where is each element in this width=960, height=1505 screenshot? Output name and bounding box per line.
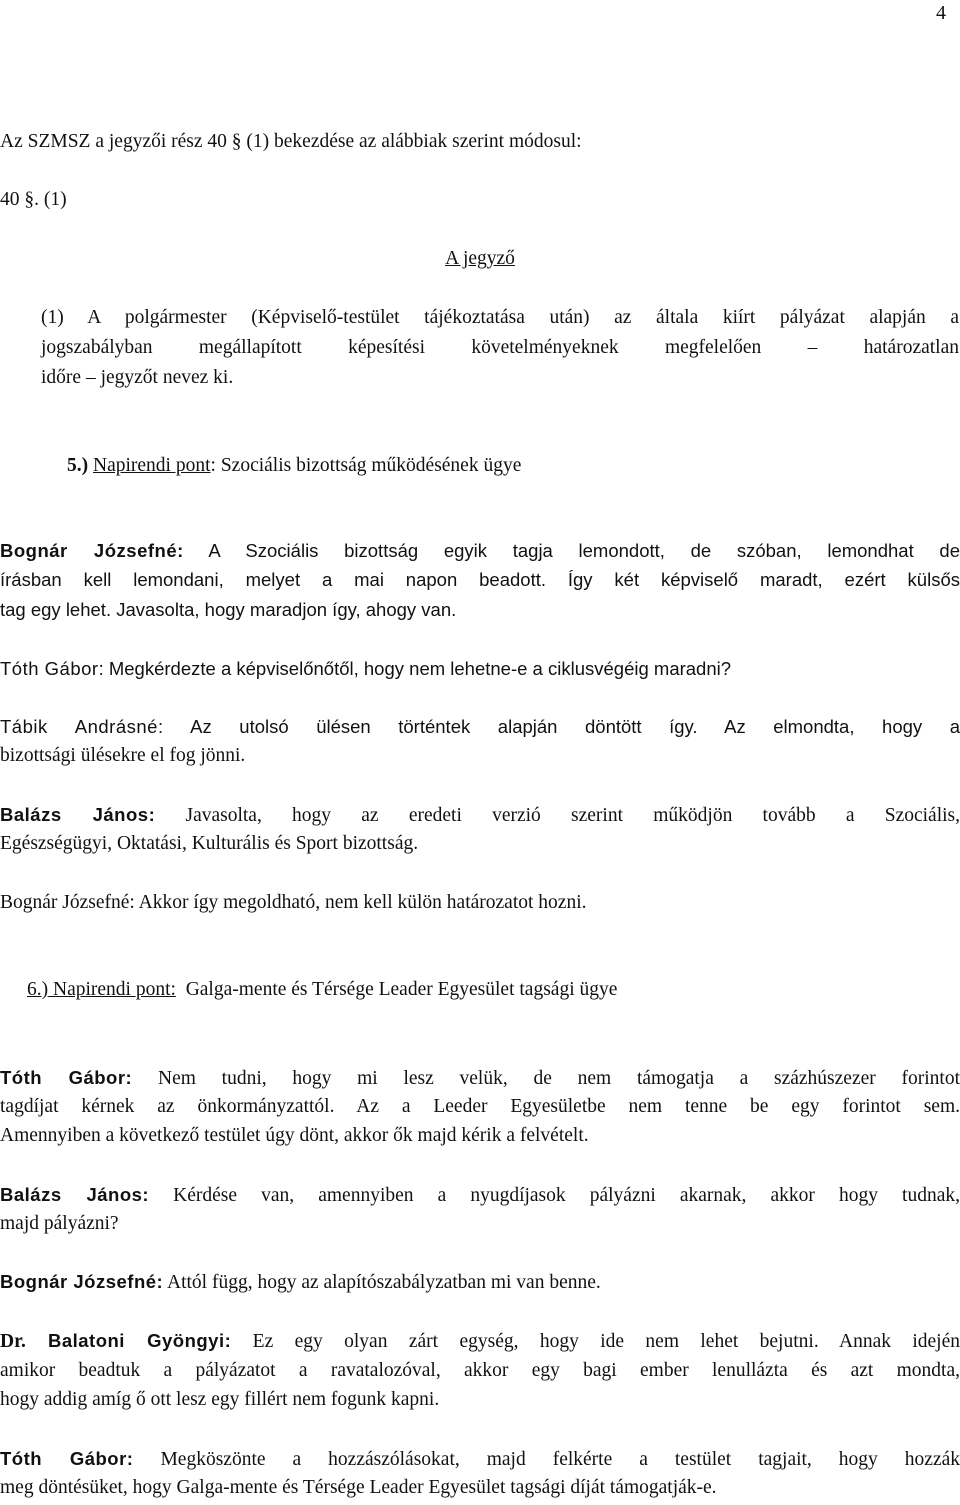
block5-p3-text-1: Az utolsó ülésen történtek alapján döntött így. Az elmondta, hogy a: [163, 716, 960, 737]
block6-p3: [0, 1268, 960, 1297]
section-paragraph-line-1: (1) A polgármester (Képviselő-testület tájékoztatása után) az általa kiírt pályázat alapján a: [41, 307, 959, 328]
section-paragraph-line-3: időre – jegyzőt nevez ki.: [41, 367, 234, 388]
speaker-title: Dr.: [0, 1331, 26, 1352]
agenda-6-underlined: [27, 979, 176, 1000]
agenda-5-number: 5.): [67, 455, 89, 476]
block5-p1-line-3: tag egy lehet. Javasolta, hogy maradjon így, ahogy van.: [0, 599, 457, 620]
section-paragraph-line-2: jogszabályban megállapított képesítési követelményeknek megfelelően – határozatlan: [41, 337, 959, 358]
agenda-5-colon: :: [210, 455, 216, 476]
block6-p5-line-1: [0, 1445, 960, 1474]
speaker-name: Bognár Józsefné:: [0, 1271, 164, 1292]
agenda-5-label: Napirendi pont: [93, 455, 211, 476]
block6-p2-line-1: [0, 1181, 960, 1210]
block6-p4-text-1: Ez egy olyan zárt egység, hogy ide nem lehet bejutni. Annak idején: [231, 1331, 960, 1352]
agenda-5-heading: [67, 452, 960, 480]
speaker-name: Tóth Gábor: [0, 658, 99, 679]
agenda-6-label: Napirendi pont:: [53, 979, 176, 1000]
agenda-6-number: 6.): [27, 979, 49, 1000]
speaker-name: Tóth Gábor:: [0, 1067, 133, 1088]
block5-p2: [0, 655, 960, 683]
speaker-name: Balatoni Gyöngyi:: [25, 1330, 232, 1351]
section-title-text: A jegyző: [445, 248, 515, 269]
block5-p4-line-2: Egészségügyi, Oktatási, Kulturális és Sport bizottság.: [0, 833, 419, 854]
block6-p5-text-1: Megköszönte a hozzászólásokat, majd felkérte a testület tagjait, hogy hozzák: [133, 1449, 960, 1470]
agenda-6-heading: [27, 976, 957, 1004]
agenda-5-title: Szociális bizottság működésének ügye: [215, 455, 522, 476]
block6-p2-text-1: Kérdése van, amennyiben a nyugdíjasok pályázni akarnak, akkor hogy tudnak,: [149, 1185, 960, 1206]
block5-p4-text-1: Javasolta, hogy az eredeti verzió szerint működjön tovább a Szociális,: [155, 805, 960, 826]
block5-p3-line-1: [0, 713, 960, 741]
block6-p3-text: Attól függ, hogy az alapítószabályzatban mi van benne.: [163, 1272, 601, 1293]
agenda-6-title: Galga-mente és Térsége Leader Egyesület tagsági ügye: [185, 979, 618, 1000]
block5-p2-text: : Megkérdezte a képviselőnőtől, hogy nem lehetne-e a ciklusvégéig maradni?: [98, 658, 732, 679]
block6-p1-line-3: Amennyiben a következő testület úgy dönt, akkor ők majd kérik a felvételt.: [0, 1125, 589, 1146]
block6-p4-line-3: hogy addig amíg ő ott lesz egy fillért nem fogunk kapni.: [0, 1389, 440, 1410]
block5-p5: Bognár Józsefné: Akkor így megoldható, nem kell külön határozatot hozni.: [0, 892, 587, 913]
block5-p3-line-2: bizottsági ülésekre el fog jönni.: [0, 745, 246, 766]
block6-p4-line-1: [0, 1327, 960, 1356]
speaker-name: Tóth Gábor:: [0, 1448, 134, 1469]
block6-p1-line-1: [0, 1064, 960, 1093]
speaker-name: Balázs János:: [0, 804, 156, 825]
section-reference: 40 §. (1): [0, 189, 67, 210]
speaker-name: Tábik Andrásné:: [0, 716, 164, 737]
page-number: 4: [936, 2, 946, 24]
block5-p4-line-1: [0, 801, 960, 830]
block5-p1-text-1: A Szociális bizottság egyik tagja lemondott, de szóban, lemondhat de: [183, 540, 960, 561]
block6-p1-text-1: Nem tudni, hogy mi lesz velük, de nem támogatja a százhúszezer forintot: [132, 1068, 960, 1089]
block6-p4-line-2: amikor beadtuk a pályázatot a ravatalozóval, akkor egy bagi ember lenullázta és azt mondta,: [0, 1360, 960, 1381]
speaker-name: Bognár Józsefné:: [0, 540, 184, 561]
block6-p2-line-2: majd pályázni?: [0, 1213, 119, 1234]
block6-p5-line-2: meg döntésüket, hogy Galga-mente és Térsége Leader Egyesület tagsági díját támogatják-e.: [0, 1477, 717, 1498]
speaker-name: Balázs János:: [0, 1184, 150, 1205]
block5-p1-line-2: írásban kell lemondani, melyet a mai napon beadott. Így két képviselő maradt, ezért külsős: [0, 569, 960, 590]
block5-p1-line-1: [0, 537, 960, 565]
section-title: [0, 245, 960, 273]
intro-text: Az SZMSZ a jegyzői rész 40 § (1) bekezdése az alábbiak szerint módosul:: [0, 131, 582, 152]
block6-p1-line-2: tagdíjat kérnek az önkormányzattól. Az a Leeder Egyesületbe nem tenne be egy forintot sem.: [0, 1096, 960, 1117]
